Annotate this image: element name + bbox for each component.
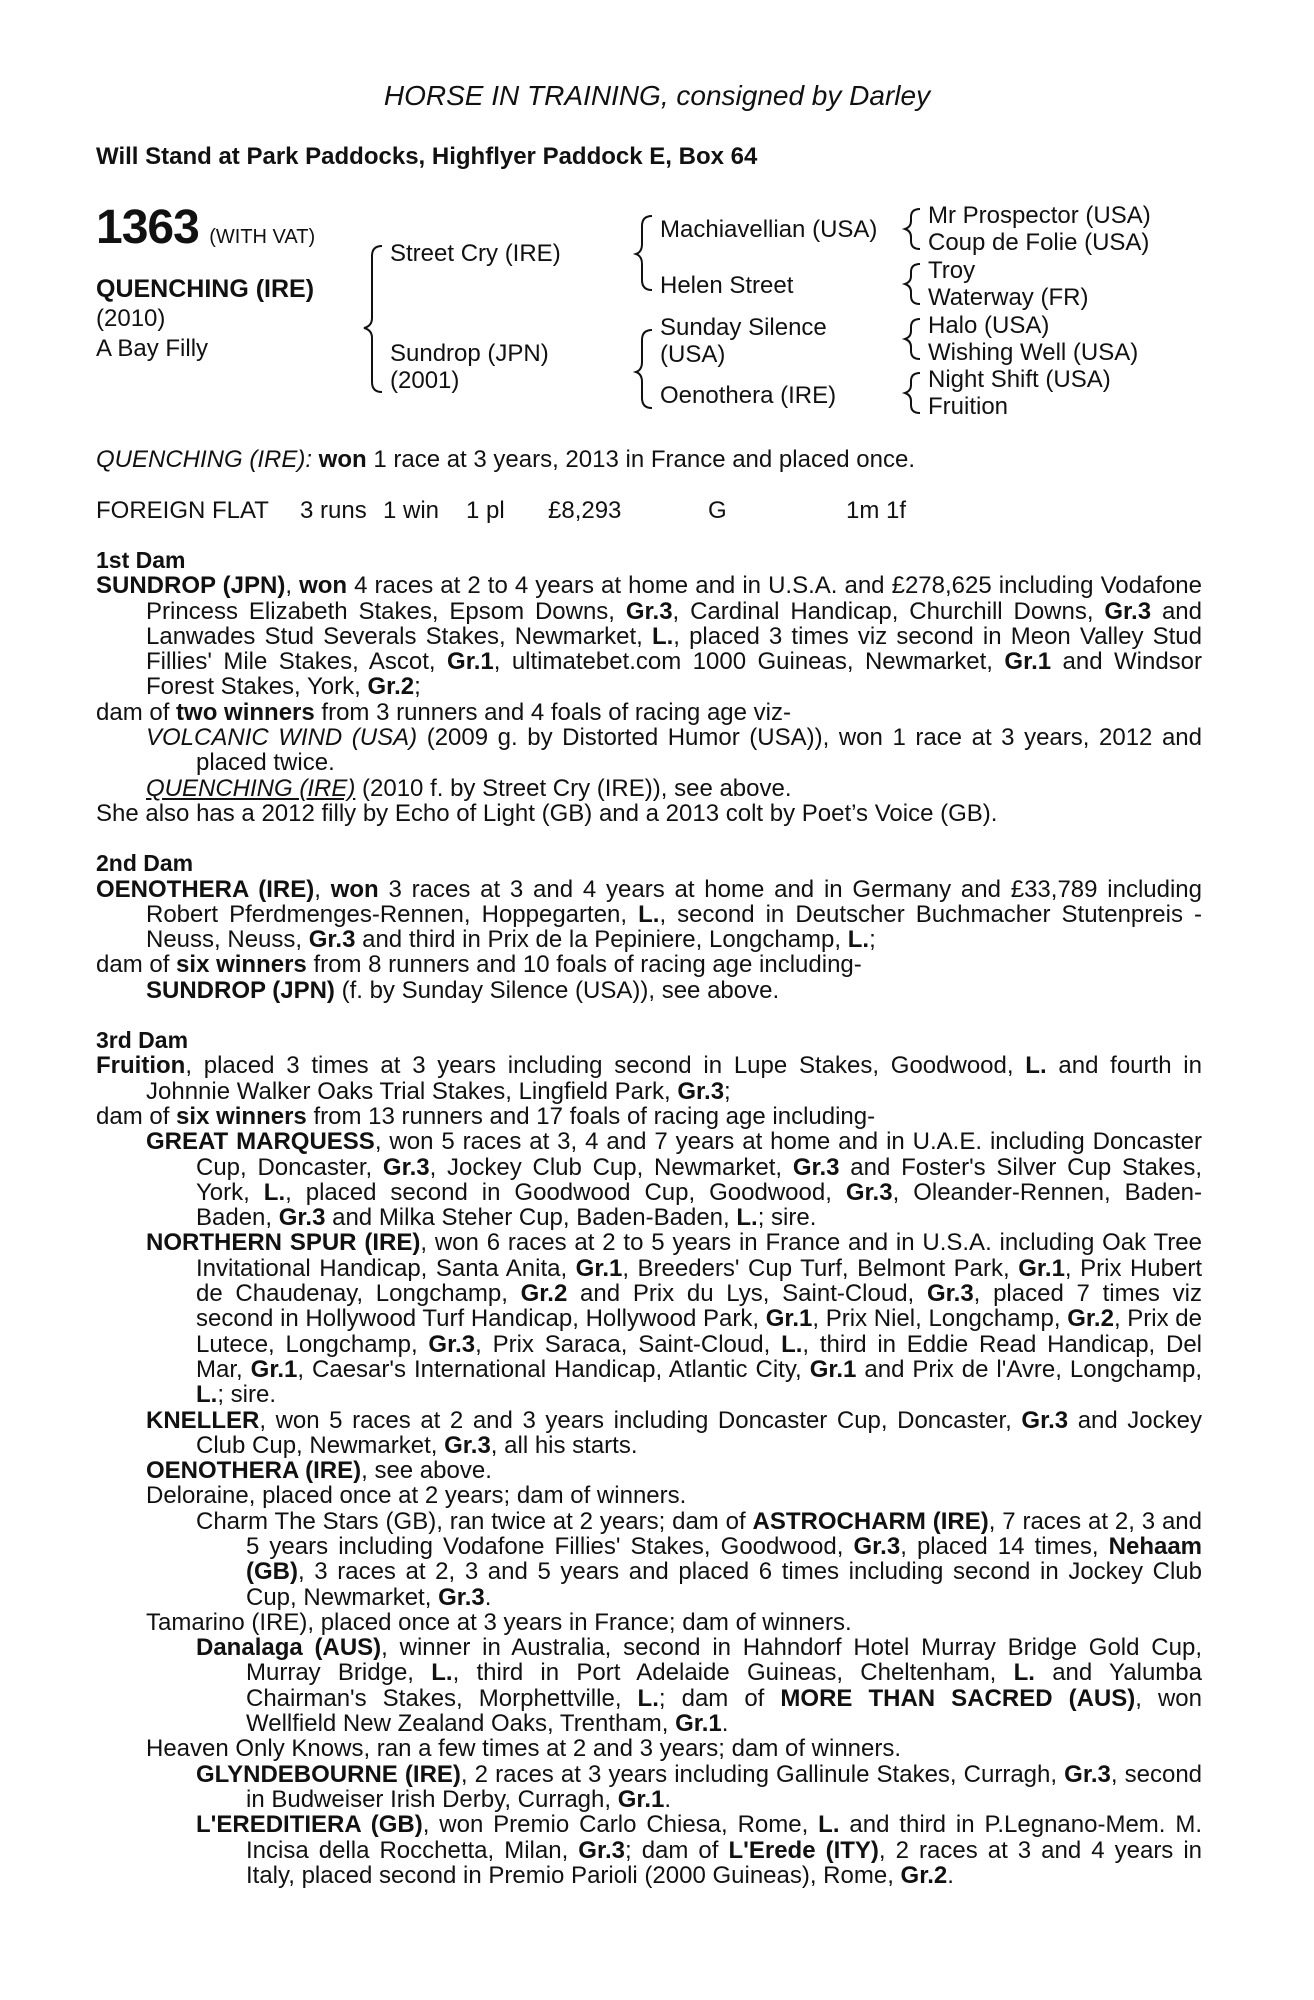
summary-text: 1 race at 3 years, 2013 in France and placed once. bbox=[366, 446, 916, 473]
pedigree-dam bbox=[390, 340, 549, 394]
pedigree-ancestor-7: Night Shift (USA) bbox=[928, 366, 1111, 393]
summary-horse: QUENCHING (IRE): bbox=[96, 446, 312, 473]
horse-year: (2010) bbox=[96, 305, 166, 332]
record-placed: 1 pl bbox=[466, 497, 505, 524]
third-dam-heading: 3rd Dam bbox=[96, 1027, 189, 1054]
page-title: HORSE IN TRAINING, consigned by Darley bbox=[383, 80, 931, 111]
lot-number: 1363 bbox=[96, 201, 199, 254]
record-earnings: £8,293 bbox=[548, 497, 622, 524]
third-dam-foal-tamarino: Tamarino (IRE), placed once at 3 years in France; dam of winners. bbox=[146, 1608, 852, 1636]
record-distance: 1m 1f bbox=[846, 497, 907, 524]
record-going: G bbox=[708, 497, 727, 524]
first-dam-record: SUNDROP (JPN), won 4 races at 2 to 4 years at home and in U.S.A. and £278,625 including Vodafone Princess Elizabeth Stakes, Epsom Downs, Gr.3, Cardinal Handicap, Churchill Downs, Gr.3 and Lanwades Stud Severals Stakes, Newmarket, L., placed 3 times viz second in Meon Valley Stud Fillies' Mile Stakes, Ascot, Gr.1, ultimatebet.com 1000 Guineas, Newmarket, Gr.1 and Windsor Forest Stakes, York, Gr.2; bbox=[96, 572, 1203, 701]
second-dam-produce-summary: dam of six winners from 8 runners and 10 foals of racing age including- bbox=[96, 951, 862, 979]
third-dam-foal-heaven-only-knows: Heaven Only Knows, ran a few times at 2 and 3 years; dam of winners. bbox=[146, 1735, 902, 1763]
second-dam-heading: 2nd Dam bbox=[96, 850, 194, 877]
pedigree-dam-year: (2001) bbox=[390, 367, 460, 394]
horse-name: QUENCHING (IRE) bbox=[96, 275, 315, 303]
heaven-only-knows-foal-glyndebourne: GLYNDEBOURNE (IRE), 2 races at 3 years including Gallinule Stakes, Curragh, Gr.3, second in Budweiser Irish Derby, Curragh, Gr.1. bbox=[196, 1760, 1203, 1813]
summary-won: won bbox=[318, 446, 367, 473]
deloraine-foal-charm-the-stars: Charm The Stars (GB), ran twice at 2 years; dam of ASTROCHARM (IRE), 7 races at 2, 3 and 5 years including Vodafone Fillies' Stakes, Goodwood, Gr.3, placed 14 times, Nehaam (GB), 3 races at 2, 3 and 5 years and placed 6 times including second in Jockey Club Cup, Newmarket, Gr.3. bbox=[196, 1507, 1203, 1611]
record-wins: 1 win bbox=[383, 497, 440, 524]
dam-produce-records bbox=[96, 548, 1202, 1888]
heaven-only-knows-foal-lereditiera: L'EREDITIERA (GB), won Premio Carlo Chiesa, Rome, L. and third in P.Legnano-Mem. M. Incisa della Rocchetta, Milan, Gr.3; dam of L'Erede (ITY), 2 races at 3 and 4 years in Italy, placed second in Premio Parioli (2000 Guineas), Rome, Gr.2. bbox=[196, 1811, 1203, 1889]
third-dam-record: Fruition, placed 3 times at 3 years including second in Lupe Stakes, Goodwood, L. and fourth in Johnnie Walker Oaks Trial Stakes, Lingfield Park, Gr.3; bbox=[96, 1052, 1202, 1105]
stand-location: Will Stand at Park Paddocks, Highflyer Paddock E, Box 64 bbox=[96, 143, 758, 170]
third-dam-foal-kneller: KNELLER, won 5 races at 2 and 3 years including Doncaster Cup, Doncaster, Gr.3 and Jockey Club Cup, Newmarket, Gr.3, all his starts. bbox=[146, 1406, 1202, 1459]
third-dam-produce-summary: dam of six winners from 13 runners and 17 foals of racing age including- bbox=[96, 1102, 876, 1130]
pedigree-dam-sire-name: Sunday Silence bbox=[660, 314, 827, 341]
first-dam-heading: 1st Dam bbox=[96, 547, 186, 573]
second-dam-record: OENOTHERA (IRE), won 3 races at 3 and 4 years at home and in Germany and £33,789 including Robert Pferdmenges-Rennen, Hoppegarten, L., second in Deutscher Buchmacher Stutenpreis - Neuss, Neuss, Gr.3 and third in Prix de la Pepiniere, Longchamp, L.; bbox=[96, 875, 1203, 954]
pedigree-sire-dam: Helen Street bbox=[660, 272, 794, 299]
pedigree-sire-sire: Machiavellian (USA) bbox=[660, 216, 878, 243]
horse-description: A Bay Filly bbox=[96, 335, 209, 362]
pedigree-dam-sire bbox=[660, 314, 827, 368]
pedigree-ancestor-8: Fruition bbox=[928, 393, 1009, 420]
pedigree-sire: Street Cry (IRE) bbox=[390, 240, 561, 267]
pedigree-ancestor-6: Wishing Well (USA) bbox=[928, 339, 1139, 366]
record-category: FOREIGN FLAT bbox=[96, 497, 269, 524]
third-dam-foal-northern-spur: NORTHERN SPUR (IRE), won 6 races at 2 to 5 years in France and in U.S.A. including Oak Tree Invitational Handicap, Santa Anita, Gr.1, Breeders' Cup Turf, Belmont Park, Gr.1, Prix Hubert de Chaudenay, Longchamp, Gr.2 and Prix du Lys, Saint-Cloud, Gr.3, placed 7 times viz second in Hollywood Turf Handicap, Hollywood Park, Gr.1, Prix Niel, Longchamp, Gr.2, Prix de Lutece, Longchamp, Gr.3, Prix Saraca, Saint-Cloud, L., third in Eddie Read Handicap, Del Mar, Gr.1, Caesar's International Handicap, Atlantic City, Gr.1 and Prix de l'Avre, Longchamp, L.; sire. bbox=[146, 1229, 1203, 1409]
first-dam-younger-foals: She also has a 2012 filly by Echo of Light (GB) and a 2013 colt by Poet’s Voice (GB). bbox=[96, 799, 998, 827]
pedigree-ancestor-3: Troy bbox=[928, 257, 976, 284]
pedigree-ancestor-1: Mr Prospector (USA) bbox=[928, 202, 1151, 229]
first-dam-produce-summary: dam of two winners from 3 runners and 4 foals of racing age viz- bbox=[96, 698, 791, 726]
race-summary bbox=[96, 446, 915, 474]
pedigree-dam-sire-country: (USA) bbox=[660, 341, 726, 368]
pedigree-dam-name: Sundrop (JPN) bbox=[390, 340, 549, 367]
record-runs: 3 runs bbox=[300, 497, 367, 524]
third-dam-foal-oenothera: OENOTHERA (IRE), see above. bbox=[146, 1457, 492, 1485]
pedigree-ancestor-2: Coup de Folie (USA) bbox=[928, 229, 1150, 256]
third-dam-foal-great-marquess: GREAT MARQUESS, won 5 races at 3, 4 and 7 years at home and in U.A.E. including Doncaster Cup, Doncaster, Gr.3, Jockey Club Cup, Newmarket, Gr.3 and Foster's Silver Cup Stakes, York, L., placed second in Goodwood Cup, Goodwood, Gr.3, Oleander-Rennen, Baden-Baden, Gr.3 and Milka Steher Cup, Baden-Baden, L.; sire. bbox=[146, 1128, 1203, 1232]
first-dam-foal-1: VOLCANIC WIND (USA) (2009 g. by Distorted Humor (USA)), won 1 race at 3 years, 2012 and placed twice. bbox=[146, 724, 1202, 777]
pedigree-ancestor-4: Waterway (FR) bbox=[928, 284, 1089, 311]
second-dam-foal-1: SUNDROP (JPN) (f. by Sunday Silence (USA)), see above. bbox=[146, 976, 780, 1004]
third-dam-foal-deloraine: Deloraine, placed once at 2 years; dam of winners. bbox=[146, 1482, 687, 1510]
vat-note: (WITH VAT) bbox=[209, 226, 316, 248]
pedigree-ancestor-5: Halo (USA) bbox=[928, 312, 1050, 339]
pedigree-dam-dam: Oenothera (IRE) bbox=[660, 382, 837, 409]
first-dam-foal-2: QUENCHING (IRE) (2010 f. by Street Cry (IRE)), see above. bbox=[146, 774, 792, 802]
tamarino-foal-danalaga: Danalaga (AUS), winner in Australia, second in Hahndorf Hotel Murray Bridge Gold Cup, Murray Bridge, L., third in Port Adelaide Guineas, Cheltenham, L. and Yalumba Chairman's Stakes, Morphettville, L.; dam of MORE THAN SACRED (AUS), won Wellfield New Zealand Oaks, Trentham, Gr.1. bbox=[196, 1634, 1202, 1738]
